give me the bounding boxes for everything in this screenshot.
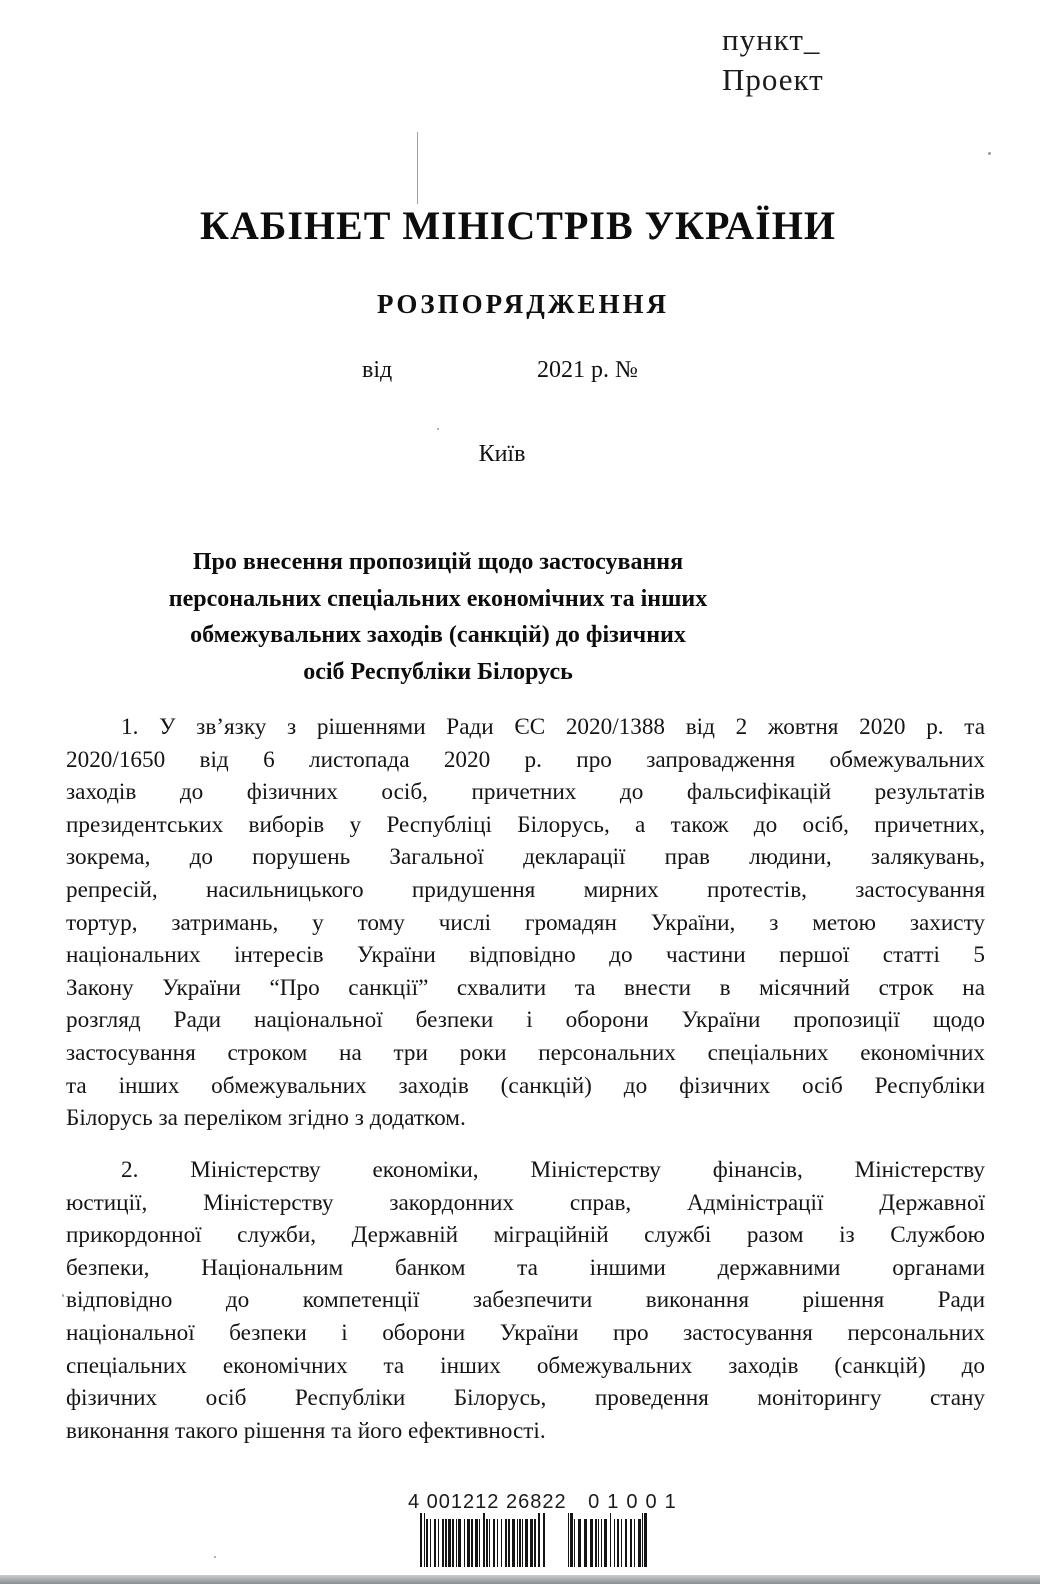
scan-artifact-line: [417, 132, 418, 204]
body-line: президентських виборів у Республіці Білорусь, а також до осіб, причетних,: [66, 811, 985, 838]
body-line: фізичних осіб Республіки Білорусь, проведення моніторингу стану: [66, 1385, 985, 1412]
body-line: 1. У зв’язку з рішеннями Ради ЄС 2020/1388 від 2 жовтня 2020 р. та: [121, 714, 985, 740]
date-prefix-label: від: [362, 357, 393, 383]
subject-line: персональних спеціальних економічних та інших: [168, 585, 708, 612]
subject-line: осіб Республіки Білорусь: [303, 658, 573, 685]
paragraph-1: [66, 711, 985, 1135]
body-line: репресій, насильницького придушення мирних протестів, застосування: [66, 876, 985, 903]
barcode-numbers: [408, 1491, 684, 1514]
paragraph-2: [66, 1154, 985, 1447]
date-value-label: 2021 р. №: [537, 357, 638, 383]
subject-line: Про внесення пропозицій щодо застосування: [192, 549, 684, 575]
scan-speck: [437, 428, 439, 430]
city-label: Київ: [478, 441, 526, 467]
body-line: прикордонної служби, Державній міграційній службі разом із Службою: [66, 1222, 985, 1249]
scan-speck: [988, 152, 991, 155]
annotation-block: [722, 20, 824, 100]
body-line: 2. Міністерству економіки, Міністерству фінансів, Міністерству: [121, 1157, 985, 1183]
document-type-heading: РОЗПОРЯДЖЕННЯ: [376, 289, 670, 319]
scan-speck: [214, 1556, 216, 1558]
body-line: застосування строком на три роки персональних спеціальних економічних: [66, 1039, 985, 1066]
body-line: національної безпеки і оборони України про застосування персональних: [66, 1319, 985, 1346]
document-issuer-title: КАБІНЕТ МІНІСТРІВ УКРАЇНИ: [200, 203, 836, 248]
body-line: заходів до фізичних осіб, причетних до фальсифікацій результатів: [66, 779, 985, 806]
barcode-number-right: 01001: [588, 1491, 684, 1513]
scan-edge-strip: [0, 1575, 1040, 1584]
subject-line: обмежувальних заходів (санкцій) до фізичних: [190, 622, 686, 648]
body-line: виконання такого рішення та його ефективності.: [66, 1417, 546, 1444]
body-line: зокрема, до порушень Загальної декларації прав людини, залякувань,: [66, 844, 985, 871]
body-line: розгляд Ради національної безпеки і оборони України пропозиції щодо: [66, 1007, 985, 1034]
scan-speck: [62, 1294, 64, 1297]
body-line: спеціальних економічних та інших обмежувальних заходів (санкцій) до: [66, 1352, 985, 1379]
body-line: тортур, затримань, у тому числі громадян України, з метою захисту: [66, 909, 985, 936]
body-line: відповідно до компетенції забезпечити виконання рішення Ради: [66, 1287, 985, 1314]
body-line: та інших обмежувальних заходів (санкцій) до фізичних осіб Республіки: [66, 1072, 985, 1099]
body-line: безпеки, Національним банком та іншими державними органами: [66, 1254, 985, 1281]
barcode-bars: [420, 1513, 652, 1567]
body-line: Закону України “Про санкції” схвалити та внести в місячний строк на: [66, 974, 985, 1001]
barcode-number-left: 4 001212 26822: [408, 1491, 567, 1513]
body-line: юстиції, Міністерству закордонних справ, Адміністрації Державної: [66, 1189, 985, 1216]
annotation-proekt: Проект: [722, 62, 824, 97]
body-line: національних інтересів України відповідно до частини першої статті 5: [66, 942, 985, 969]
body-line: Білорусь за переліком згідно з додатком.: [66, 1105, 466, 1132]
annotation-punkt: пункт_: [722, 22, 821, 57]
body-line: 2020/1650 від 6 листопада 2020 р. про запровадження обмежувальних: [66, 746, 985, 773]
subject-heading: [38, 544, 838, 690]
